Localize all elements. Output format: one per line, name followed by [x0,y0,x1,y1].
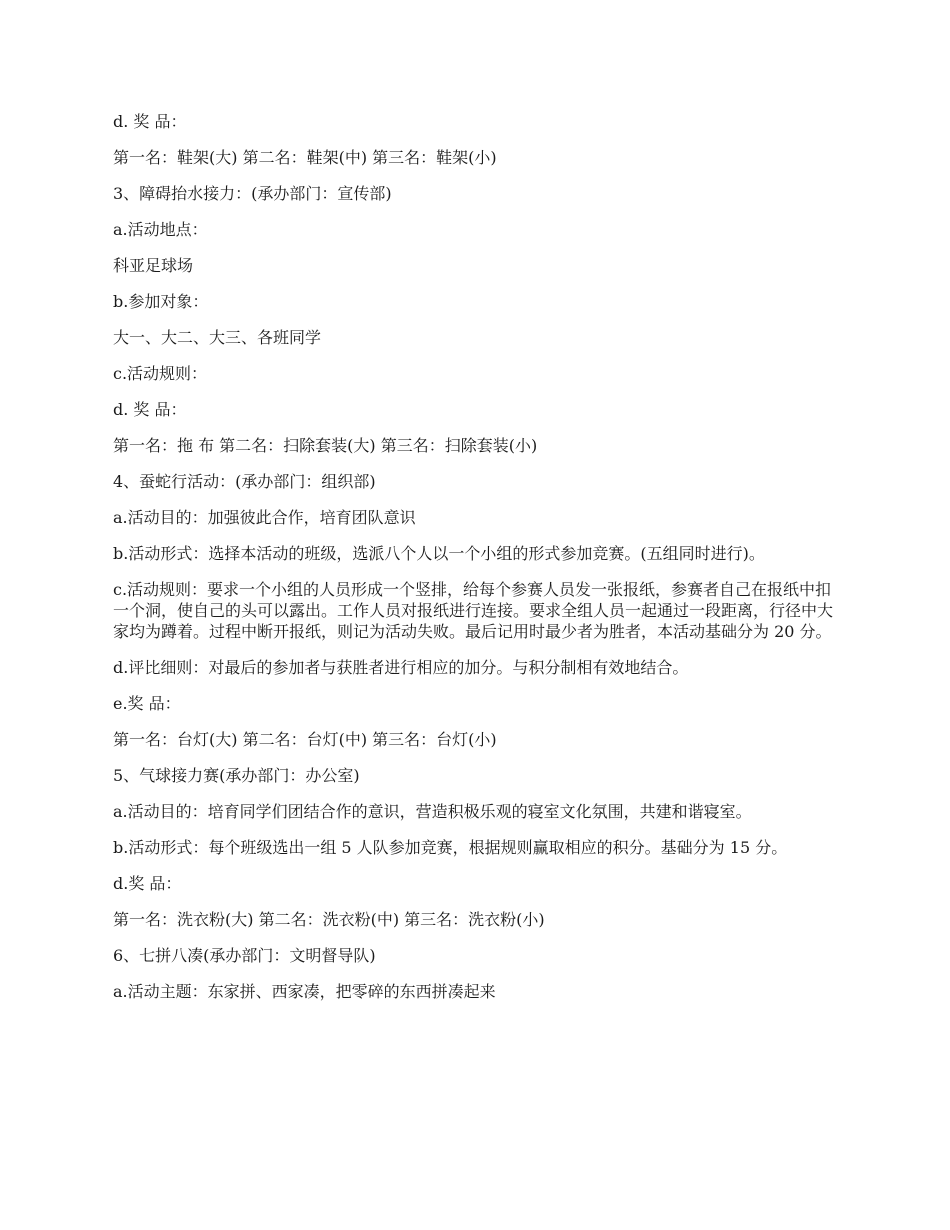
document-body [113,111,843,1017]
item-value: 科亚足球场 [113,256,194,275]
item-label: b.参加对象： [113,292,209,311]
prize-heading: d. 奖 品： [113,112,187,131]
item-paragraph: a.活动目的：加强彼此合作，培育团队意识 [113,508,416,527]
item-value: 大一、大二、大三、各班同学 [113,328,322,347]
item-paragraph: b.活动形式：每个班级选出一组 5 人队参加竞赛，根据规则赢取相应的积分。基础分为 15 分。 [113,838,788,857]
prize-list: 第一名：台灯(大) 第二名：台灯(中) 第三名：台灯(小) [113,730,497,749]
item-label: c.活动规则： [113,364,208,383]
prize-list: 第一名：拖 布 第二名：扫除套装(大) 第三名：扫除套装(小) [113,436,538,455]
prize-list: 第一名：洗衣粉(大) 第二名：洗衣粉(中) 第三名：洗衣粉(小) [113,910,545,929]
item-paragraph: b.活动形式：选择本活动的班级，选派八个人以一个小组的形式参加竞赛。(五组同时进行)。 [113,544,765,563]
section-heading: 6、七拼八凑(承办部门：文明督导队) [113,946,376,965]
item-paragraph: a.活动主题：东家拼、西家凑，把零碎的东西拼凑起来 [113,982,496,1001]
prize-heading: e.奖 品： [113,694,181,713]
prize-list: 第一名：鞋架(大) 第二名：鞋架(中) 第三名：鞋架(小) [113,148,497,167]
item-paragraph: c.活动规则：要求一个小组的人员形成一个竖排，给每个参赛人员发一张报纸，参赛者自己在报纸中扣一个洞，使自己的头可以露出。工作人员对报纸进行连接。要求全组人员一起通过一段距离，行径中大家均为蹲着。过程中断开报纸，则记为活动失败。最后记用时最少者为胜者，本活动基础分为 20 分。 [113,580,834,641]
item-label: a.活动地点： [113,220,208,239]
prize-heading: d.奖 品： [113,874,182,893]
section-heading: 5、气球接力赛(承办部门：办公室) [113,766,360,785]
item-paragraph: d.评比细则：对最后的参加者与获胜者进行相应的加分。与积分制相有效地结合。 [113,658,689,677]
item-paragraph: a.活动目的：培育同学们团结合作的意识，营造积极乐观的寝室文化氛围，共建和谐寝室。 [113,802,752,821]
section-heading: 3、障碍抬水接力：(承办部门：宣传部) [113,184,392,203]
prize-heading: d. 奖 品： [113,400,187,419]
section-heading: 4、蚕蛇行活动：(承办部门：组织部) [113,472,376,491]
